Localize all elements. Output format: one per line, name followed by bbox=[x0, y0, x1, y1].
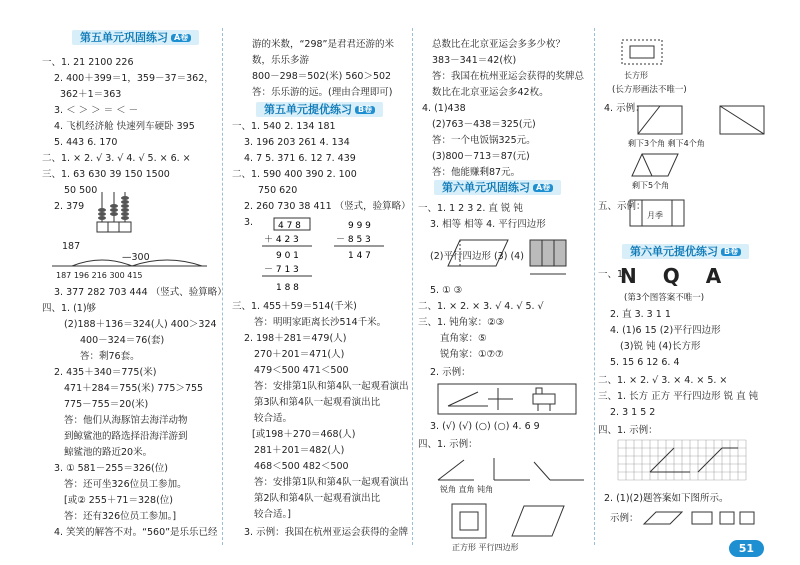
answer-line: 187 bbox=[62, 241, 81, 252]
answer-line: 2. 3 1 5 2 bbox=[610, 407, 656, 418]
answer-line: 5. 443 6. 170 bbox=[54, 137, 118, 148]
svg-text:1 4 7: 1 4 7 bbox=[348, 251, 371, 261]
answer-line: 答：还有326位员工参加。] bbox=[64, 511, 177, 522]
angle-types-figure bbox=[434, 456, 584, 486]
answer-line: 四、1. (1)够 bbox=[42, 303, 97, 314]
section-title: 第六单元提优练习 bbox=[630, 245, 718, 258]
column-divider bbox=[594, 28, 595, 545]
answer-line: 一、1. bbox=[598, 269, 627, 280]
answer-line: 4. (1)438 bbox=[422, 103, 466, 114]
answer-line: 50 500 bbox=[64, 185, 98, 196]
section-title: 第五单元巩固练习 bbox=[80, 31, 168, 44]
answer-line: 一、1. 540 2. 134 181 bbox=[232, 121, 336, 132]
answer-line: 3. 示例：我国在杭州亚运会获得的金牌 bbox=[244, 527, 409, 538]
answer-line: [或② 255＋71＝328(位) bbox=[64, 495, 174, 506]
answer-line: 示例： bbox=[610, 513, 639, 524]
abacus-figure bbox=[97, 190, 157, 235]
answer-line: (2)763－438＝325(元) bbox=[432, 119, 536, 130]
answer-line: 较合适。] bbox=[254, 509, 291, 520]
section-header bbox=[72, 30, 199, 45]
section-title: 第五单元提优练习 bbox=[264, 103, 352, 116]
answer-line: 2. 直 3. 3 1 1 bbox=[610, 309, 671, 320]
answer-line: (第3个图答案不唯一) bbox=[624, 293, 705, 303]
answer-line: 正方形 平行四边形 bbox=[452, 543, 519, 552]
answer-line: 较合适。 bbox=[254, 413, 293, 424]
svg-text:9 9 9: 9 9 9 bbox=[348, 221, 371, 231]
svg-text:－ 8 5 3: － 8 5 3 bbox=[336, 235, 371, 245]
answer-line: 383－341＝42(枚) bbox=[432, 55, 517, 66]
section-title: 第六单元巩固练习 bbox=[442, 181, 530, 194]
answer-line: 4. 示例： bbox=[604, 103, 645, 114]
section-badge: B卷 bbox=[355, 106, 375, 114]
vertical-calc-figure bbox=[262, 216, 392, 296]
answer-line: 3. 196 203 261 4. 134 bbox=[244, 137, 350, 148]
answer-line: 答：剩76套。 bbox=[80, 351, 140, 362]
answer-line: 三、1. 长方 正方 平行四边形 锐 直 钝 bbox=[598, 391, 759, 402]
answer-line: 4. 飞机经济舱 快速列车硬卧 395 bbox=[54, 121, 195, 132]
answer-line: 二、1. 590 400 390 2. 100 bbox=[232, 169, 357, 180]
answer-line: 400－324＝76(套) bbox=[80, 335, 165, 346]
answer-line: 答：他们从海豚馆去海洋动物 bbox=[64, 415, 188, 426]
dot-grid-figure bbox=[448, 500, 578, 544]
svg-text:1 8 8: 1 8 8 bbox=[276, 283, 299, 293]
answer-line: 4. 笑笑的解答不对。“560”是乐乐已经 bbox=[54, 527, 218, 538]
answer-line: 2. 379 bbox=[54, 201, 85, 212]
answer-line: 第2队和第4队一起观看演出比 bbox=[254, 493, 381, 504]
answer-line: 锐角家：①⑦⑦ bbox=[440, 349, 504, 360]
answer-line: 到鲸鲨池的路选择沿海洋游到 bbox=[64, 431, 188, 442]
answer-line: 数比在北京亚运会多42枚。 bbox=[432, 87, 549, 98]
answer-line: 剩下5个角 bbox=[632, 181, 670, 190]
pentagon-figure bbox=[628, 150, 688, 180]
answer-line: 479＜500 471＜500 bbox=[254, 365, 349, 376]
answer-line: (3)锐 钝 (4)长方形 bbox=[620, 341, 701, 352]
answer-line: 答：他能赚剩87元。 bbox=[432, 167, 521, 178]
answer-line: 3. bbox=[244, 217, 254, 228]
answer-line: [或198＋270＝468(人) bbox=[252, 429, 356, 440]
answer-line: 锐角 直角 钝角 bbox=[440, 485, 494, 494]
answer-line: 二、1. × 2. √ 3. √ 4. √ 5. × 6. × bbox=[42, 153, 191, 164]
section-badge: B卷 bbox=[721, 248, 741, 256]
answer-line: 月季 bbox=[647, 211, 663, 220]
answer-line: 2. 435＋340＝775(米) bbox=[54, 367, 157, 378]
answer-line: 一、1. 21 2100 226 bbox=[42, 57, 134, 68]
answer-line: 游的米数，“298”是君君还游的米 bbox=[252, 39, 394, 50]
grid-figure bbox=[618, 438, 748, 488]
answer-line: 直角家：⑤ bbox=[440, 333, 487, 344]
answer-line: —300 bbox=[122, 252, 150, 263]
answer-line: 二、1. × 2. √ 3. × 4. × 5. × bbox=[598, 375, 728, 386]
answer-line: 答：安排第1队和第4队一起观看演出 bbox=[254, 381, 409, 392]
answer-line: 五、示例： bbox=[598, 201, 646, 212]
answer-line: 答：我国在杭州亚运会获得的奖牌总 bbox=[432, 71, 585, 82]
answer-line: 800－298＝502(米) 560＞502 bbox=[252, 71, 392, 82]
answer-line: 3. 377 282 703 444 （竖式、验算略） bbox=[54, 287, 227, 298]
answer-line: 三、1. 455＋59＝514(千米) bbox=[232, 301, 357, 312]
answer-line: (2)平行四边形 (3) (4) bbox=[430, 251, 524, 262]
answer-line: 362＋1＝363 bbox=[60, 89, 122, 100]
answer-line: (3)800－713＝87(元) bbox=[432, 151, 530, 162]
answer-line: 鲸鲨池的路近20米。 bbox=[64, 447, 153, 458]
answer-line: 长方形 bbox=[624, 71, 648, 80]
answer-line: 471＋284＝755(米) 775＞755 bbox=[64, 383, 204, 394]
cut-corners-figure bbox=[628, 102, 788, 138]
answer-line: 答：明明家距离长沙514千米。 bbox=[254, 317, 387, 328]
answer-line: 三、1. 63 630 39 150 1500 bbox=[42, 169, 170, 180]
svg-text:4 7 8: 4 7 8 bbox=[278, 221, 301, 231]
answer-line: 3. 相等 相等 4. 平行四边形 bbox=[430, 219, 546, 230]
svg-text:＋ 4 2 3: ＋ 4 2 3 bbox=[264, 235, 299, 245]
answer-line: 3. (√) (√) (○) (○) 4. 6 9 bbox=[430, 421, 540, 432]
answer-line: 答：还可坐326位员工参加。 bbox=[64, 479, 187, 490]
answer-line: 270＋201＝471(人) bbox=[254, 349, 345, 360]
page-number: 51 bbox=[729, 540, 764, 557]
answer-line: 第3队和第4队一起观看演出比 bbox=[254, 397, 381, 408]
section-badge: A卷 bbox=[171, 34, 191, 42]
answer-line: 5. ① ③ bbox=[430, 285, 463, 296]
answer-line: 281＋201＝482(人) bbox=[254, 445, 345, 456]
answer-line: 四、1. 示例： bbox=[418, 439, 478, 450]
answer-line: 2. (1)(2)题答案如下图所示。 bbox=[604, 493, 729, 504]
column-divider bbox=[412, 28, 413, 545]
answer-line: 2. 260 730 38 411 （竖式，验算略） bbox=[244, 201, 411, 212]
answer-line: 5. 15 6 12 6. 4 bbox=[610, 357, 680, 368]
shapes-figure bbox=[642, 508, 762, 528]
answer-line: 一、1. 1 2 3 2. 直 锐 钝 bbox=[418, 203, 523, 214]
angle-drawing-figure bbox=[438, 384, 578, 416]
svg-text:9 0 1: 9 0 1 bbox=[276, 251, 299, 261]
answer-line: 数，乐乐多游 bbox=[252, 55, 310, 66]
answer-line: 2. 198＋281＝479(人) bbox=[244, 333, 347, 344]
answer-line: 4. (1)6 15 (2)平行四边形 bbox=[610, 325, 721, 336]
answer-line: 2. 400＋399＝1，359－37＝362， bbox=[54, 73, 214, 84]
section-header bbox=[434, 180, 561, 195]
answer-line: 3. ＜ ＞ ＞ ＝ ＜ － bbox=[54, 105, 139, 116]
answer-line: 二、1. × 2. × 3. √ 4. √ 5. √ bbox=[418, 301, 544, 312]
answer-line: 答：一个电饭锅325元。 bbox=[432, 135, 536, 146]
answer-line: 3. ① 581－255＝326(位) bbox=[54, 463, 168, 474]
section-badge: A卷 bbox=[533, 184, 553, 192]
answer-line: 答：安排第1队和第4队一起观看演出 bbox=[254, 477, 409, 488]
answer-line: (2)188＋136＝324(人) 400＞324 bbox=[64, 319, 217, 330]
answer-line: 750 620 bbox=[258, 185, 298, 196]
rectangle-dot-figure bbox=[618, 36, 678, 70]
answer-line: 总数比在北京亚运会多多少枚？ bbox=[432, 39, 566, 50]
answer-line: 187 196 216 300 415 bbox=[56, 271, 143, 280]
answer-line: 四、1. 示例： bbox=[598, 425, 658, 436]
answer-line: (长方形画法不唯一) bbox=[612, 85, 687, 95]
section-header bbox=[256, 102, 383, 117]
answer-line: 775－755＝20(米) bbox=[64, 399, 149, 410]
section-header bbox=[622, 244, 749, 259]
answer-line: 468＜500 482＜500 bbox=[254, 461, 349, 472]
svg-text:－ 7 1 3: － 7 1 3 bbox=[264, 265, 299, 275]
answer-line: 剩下3个角 剩下4个角 bbox=[628, 139, 705, 148]
answer-line: 答：乐乐游的远。(理由合理即可) bbox=[252, 87, 393, 98]
answer-line: 2. 示例： bbox=[430, 367, 471, 378]
answer-line: 三、1. 钝角家：②③ bbox=[418, 317, 505, 328]
letter-shapes: NQA bbox=[620, 264, 748, 288]
answer-line: 4. 7 5. 371 6. 12 7. 439 bbox=[244, 153, 356, 164]
